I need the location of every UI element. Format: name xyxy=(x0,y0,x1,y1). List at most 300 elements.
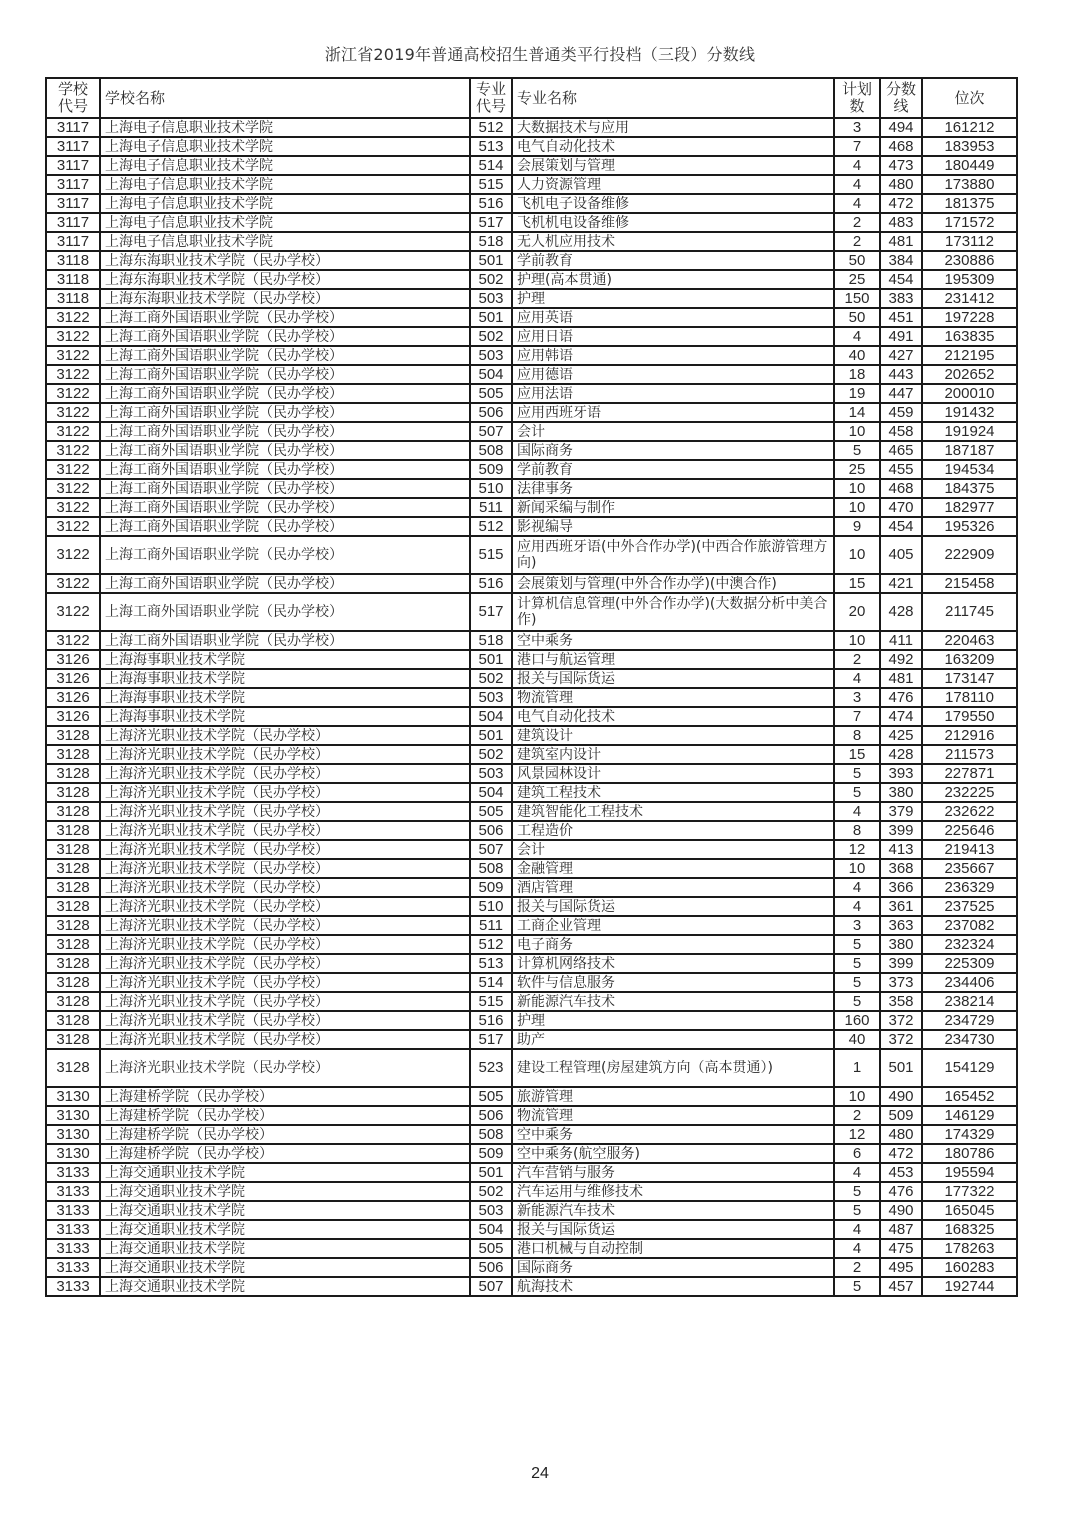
cell-plan: 4 xyxy=(834,897,880,916)
cell-major-name: 建筑设计 xyxy=(512,726,834,745)
cell-score: 475 xyxy=(880,1239,922,1258)
cell-score: 468 xyxy=(880,137,922,156)
cell-school-name: 上海东海职业技术学院（民办学校） xyxy=(100,270,470,289)
header-plan: 计划数 xyxy=(834,78,880,118)
cell-score: 465 xyxy=(880,441,922,460)
cell-major-name: 建筑智能化工程技术 xyxy=(512,802,834,821)
cell-major-name: 建设工程管理(房屋建筑方向（高本贯通）) xyxy=(512,1049,834,1087)
cell-school-code: 3128 xyxy=(46,1049,100,1087)
cell-major-name: 电气自动化技术 xyxy=(512,707,834,726)
cell-rank: 173147 xyxy=(922,669,1017,688)
cell-major-name: 计算机网络技术 xyxy=(512,954,834,973)
cell-school-code: 3130 xyxy=(46,1144,100,1163)
cell-score: 492 xyxy=(880,650,922,669)
cell-school-name: 上海工商外国语职业学院（民办学校） xyxy=(100,327,470,346)
cell-major-code: 502 xyxy=(470,669,512,688)
cell-major-code: 503 xyxy=(470,289,512,308)
table-row xyxy=(46,251,1017,270)
cell-major-code: 517 xyxy=(470,593,512,631)
cell-plan: 8 xyxy=(834,821,880,840)
score-table xyxy=(45,77,1018,1297)
cell-school-name: 上海东海职业技术学院（民办学校） xyxy=(100,251,470,270)
cell-major-code: 523 xyxy=(470,1049,512,1087)
cell-major-code: 512 xyxy=(470,517,512,536)
cell-major-code: 516 xyxy=(470,194,512,213)
table-row xyxy=(46,1201,1017,1220)
cell-school-name: 上海济光职业技术学院（民办学校） xyxy=(100,1011,470,1030)
cell-major-code: 507 xyxy=(470,840,512,859)
table-row xyxy=(46,1011,1017,1030)
cell-rank: 212195 xyxy=(922,346,1017,365)
cell-major-code: 514 xyxy=(470,156,512,175)
cell-rank: 177322 xyxy=(922,1182,1017,1201)
cell-score: 480 xyxy=(880,1125,922,1144)
table-row xyxy=(46,707,1017,726)
cell-rank: 154129 xyxy=(922,1049,1017,1087)
cell-rank: 182977 xyxy=(922,498,1017,517)
cell-plan: 4 xyxy=(834,327,880,346)
cell-school-name: 上海电子信息职业技术学院 xyxy=(100,194,470,213)
cell-school-code: 3133 xyxy=(46,1163,100,1182)
cell-rank: 200010 xyxy=(922,384,1017,403)
cell-plan: 5 xyxy=(834,764,880,783)
cell-rank: 231412 xyxy=(922,289,1017,308)
cell-score: 384 xyxy=(880,251,922,270)
cell-school-code: 3128 xyxy=(46,973,100,992)
cell-plan: 40 xyxy=(834,1030,880,1049)
cell-major-name: 工程造价 xyxy=(512,821,834,840)
cell-score: 480 xyxy=(880,175,922,194)
cell-school-code: 3133 xyxy=(46,1182,100,1201)
cell-score: 472 xyxy=(880,194,922,213)
cell-score: 494 xyxy=(880,118,922,137)
cell-school-name: 上海济光职业技术学院（民办学校） xyxy=(100,1049,470,1087)
cell-major-name: 国际商务 xyxy=(512,441,834,460)
cell-plan: 5 xyxy=(834,1201,880,1220)
cell-rank: 165045 xyxy=(922,1201,1017,1220)
cell-major-name: 空中乘务 xyxy=(512,1125,834,1144)
cell-score: 358 xyxy=(880,992,922,1011)
header-major-name: 专业名称 xyxy=(512,78,834,118)
cell-school-name: 上海工商外国语职业学院（民办学校） xyxy=(100,308,470,327)
cell-school-name: 上海济光职业技术学院（民办学校） xyxy=(100,859,470,878)
cell-school-code: 3128 xyxy=(46,840,100,859)
cell-rank: 165452 xyxy=(922,1087,1017,1106)
cell-score: 495 xyxy=(880,1258,922,1277)
cell-school-name: 上海工商外国语职业学院（民办学校） xyxy=(100,631,470,650)
cell-major-code: 504 xyxy=(470,1220,512,1239)
table-row xyxy=(46,498,1017,517)
cell-plan: 10 xyxy=(834,498,880,517)
cell-rank: 174329 xyxy=(922,1125,1017,1144)
table-row xyxy=(46,118,1017,137)
table-row xyxy=(46,270,1017,289)
cell-school-code: 3122 xyxy=(46,308,100,327)
cell-plan: 15 xyxy=(834,574,880,593)
cell-major-name: 会计 xyxy=(512,840,834,859)
cell-major-name: 护理 xyxy=(512,289,834,308)
cell-school-code: 3118 xyxy=(46,289,100,308)
cell-school-code: 3122 xyxy=(46,384,100,403)
table-row xyxy=(46,821,1017,840)
table-row xyxy=(46,517,1017,536)
table-row xyxy=(46,536,1017,574)
cell-school-code: 3128 xyxy=(46,1011,100,1030)
cell-school-code: 3130 xyxy=(46,1087,100,1106)
cell-school-name: 上海交通职业技术学院 xyxy=(100,1258,470,1277)
cell-major-code: 502 xyxy=(470,1182,512,1201)
cell-rank: 195309 xyxy=(922,270,1017,289)
cell-plan: 5 xyxy=(834,935,880,954)
cell-score: 476 xyxy=(880,688,922,707)
cell-major-name: 护理 xyxy=(512,1011,834,1030)
cell-rank: 173112 xyxy=(922,232,1017,251)
cell-score: 425 xyxy=(880,726,922,745)
cell-score: 411 xyxy=(880,631,922,650)
cell-plan: 3 xyxy=(834,688,880,707)
cell-score: 457 xyxy=(880,1277,922,1296)
cell-major-code: 517 xyxy=(470,213,512,232)
cell-school-name: 上海电子信息职业技术学院 xyxy=(100,175,470,194)
header-score: 分数线 xyxy=(880,78,922,118)
cell-plan: 4 xyxy=(834,669,880,688)
cell-school-name: 上海济光职业技术学院（民办学校） xyxy=(100,745,470,764)
cell-school-name: 上海济光职业技术学院（民办学校） xyxy=(100,783,470,802)
cell-rank: 180786 xyxy=(922,1144,1017,1163)
cell-score: 454 xyxy=(880,270,922,289)
page-number: 24 xyxy=(531,1465,549,1482)
cell-rank: 195326 xyxy=(922,517,1017,536)
cell-major-code: 503 xyxy=(470,688,512,707)
cell-school-name: 上海电子信息职业技术学院 xyxy=(100,137,470,156)
table-row xyxy=(46,1030,1017,1049)
cell-plan: 2 xyxy=(834,1106,880,1125)
cell-school-name: 上海建桥学院（民办学校） xyxy=(100,1087,470,1106)
cell-plan: 7 xyxy=(834,707,880,726)
cell-rank: 168325 xyxy=(922,1220,1017,1239)
cell-school-code: 3122 xyxy=(46,498,100,517)
cell-school-code: 3128 xyxy=(46,935,100,954)
cell-major-name: 助产 xyxy=(512,1030,834,1049)
table-row xyxy=(46,935,1017,954)
cell-major-name: 物流管理 xyxy=(512,1106,834,1125)
cell-school-name: 上海交通职业技术学院 xyxy=(100,1239,470,1258)
cell-rank: 192744 xyxy=(922,1277,1017,1296)
cell-score: 470 xyxy=(880,498,922,517)
cell-school-code: 3128 xyxy=(46,726,100,745)
cell-school-name: 上海工商外国语职业学院（民办学校） xyxy=(100,498,470,517)
cell-school-code: 3128 xyxy=(46,745,100,764)
cell-score: 413 xyxy=(880,840,922,859)
table-row xyxy=(46,175,1017,194)
cell-major-name: 法律事务 xyxy=(512,479,834,498)
cell-plan: 5 xyxy=(834,783,880,802)
cell-major-code: 507 xyxy=(470,422,512,441)
cell-major-code: 501 xyxy=(470,308,512,327)
table-row xyxy=(46,327,1017,346)
table-body xyxy=(46,118,1017,1296)
cell-plan: 5 xyxy=(834,973,880,992)
cell-school-code: 3133 xyxy=(46,1239,100,1258)
cell-major-name: 软件与信息服务 xyxy=(512,973,834,992)
cell-school-name: 上海交通职业技术学院 xyxy=(100,1201,470,1220)
cell-plan: 5 xyxy=(834,992,880,1011)
table-row xyxy=(46,479,1017,498)
table-row xyxy=(46,232,1017,251)
cell-rank: 232225 xyxy=(922,783,1017,802)
table-row xyxy=(46,650,1017,669)
cell-major-code: 505 xyxy=(470,802,512,821)
cell-school-name: 上海电子信息职业技术学院 xyxy=(100,213,470,232)
cell-school-code: 3117 xyxy=(46,194,100,213)
cell-school-name: 上海交通职业技术学院 xyxy=(100,1163,470,1182)
cell-plan: 15 xyxy=(834,745,880,764)
cell-plan: 10 xyxy=(834,536,880,574)
cell-score: 509 xyxy=(880,1106,922,1125)
cell-school-name: 上海海事职业技术学院 xyxy=(100,688,470,707)
cell-score: 380 xyxy=(880,783,922,802)
cell-major-code: 513 xyxy=(470,137,512,156)
table-row xyxy=(46,878,1017,897)
cell-score: 490 xyxy=(880,1087,922,1106)
cell-score: 481 xyxy=(880,669,922,688)
cell-plan: 25 xyxy=(834,460,880,479)
cell-major-code: 506 xyxy=(470,403,512,422)
cell-rank: 195594 xyxy=(922,1163,1017,1182)
cell-score: 443 xyxy=(880,365,922,384)
cell-school-code: 3117 xyxy=(46,232,100,251)
cell-school-code: 3128 xyxy=(46,821,100,840)
cell-school-code: 3128 xyxy=(46,916,100,935)
cell-score: 474 xyxy=(880,707,922,726)
cell-rank: 215458 xyxy=(922,574,1017,593)
cell-school-name: 上海交通职业技术学院 xyxy=(100,1277,470,1296)
cell-school-name: 上海海事职业技术学院 xyxy=(100,669,470,688)
cell-score: 427 xyxy=(880,346,922,365)
cell-school-code: 3128 xyxy=(46,897,100,916)
cell-major-name: 新闻采编与制作 xyxy=(512,498,834,517)
cell-score: 459 xyxy=(880,403,922,422)
cell-rank: 171572 xyxy=(922,213,1017,232)
table-row xyxy=(46,802,1017,821)
table-row xyxy=(46,289,1017,308)
cell-plan: 2 xyxy=(834,213,880,232)
cell-school-name: 上海济光职业技术学院（民办学校） xyxy=(100,1030,470,1049)
cell-rank: 237525 xyxy=(922,897,1017,916)
cell-school-name: 上海建桥学院（民办学校） xyxy=(100,1125,470,1144)
cell-major-code: 506 xyxy=(470,1106,512,1125)
cell-rank: 225309 xyxy=(922,954,1017,973)
cell-rank: 187187 xyxy=(922,441,1017,460)
cell-major-name: 应用法语 xyxy=(512,384,834,403)
cell-plan: 20 xyxy=(834,593,880,631)
cell-rank: 173880 xyxy=(922,175,1017,194)
table-row xyxy=(46,1163,1017,1182)
cell-major-code: 503 xyxy=(470,1201,512,1220)
cell-plan: 8 xyxy=(834,726,880,745)
cell-school-code: 3133 xyxy=(46,1277,100,1296)
cell-score: 455 xyxy=(880,460,922,479)
table-row xyxy=(46,897,1017,916)
cell-plan: 4 xyxy=(834,1163,880,1182)
table-row xyxy=(46,631,1017,650)
cell-score: 476 xyxy=(880,1182,922,1201)
cell-plan: 18 xyxy=(834,365,880,384)
cell-major-name: 汽车运用与维修技术 xyxy=(512,1182,834,1201)
cell-school-code: 3128 xyxy=(46,764,100,783)
cell-school-code: 3117 xyxy=(46,213,100,232)
header-major-code: 专业代号 xyxy=(470,78,512,118)
cell-major-code: 511 xyxy=(470,498,512,517)
cell-rank: 211573 xyxy=(922,745,1017,764)
cell-plan: 25 xyxy=(834,270,880,289)
cell-major-name: 学前教育 xyxy=(512,460,834,479)
cell-major-name: 汽车营销与服务 xyxy=(512,1163,834,1182)
cell-rank: 225646 xyxy=(922,821,1017,840)
cell-school-name: 上海工商外国语职业学院（民办学校） xyxy=(100,403,470,422)
cell-school-name: 上海工商外国语职业学院（民办学校） xyxy=(100,593,470,631)
cell-plan: 5 xyxy=(834,441,880,460)
cell-major-name: 无人机应用技术 xyxy=(512,232,834,251)
table-row xyxy=(46,859,1017,878)
cell-school-name: 上海济光职业技术学院（民办学校） xyxy=(100,840,470,859)
cell-rank: 230886 xyxy=(922,251,1017,270)
table-row xyxy=(46,1182,1017,1201)
table-row xyxy=(46,688,1017,707)
cell-rank: 211745 xyxy=(922,593,1017,631)
cell-major-name: 报关与国际货运 xyxy=(512,897,834,916)
cell-major-code: 510 xyxy=(470,479,512,498)
cell-rank: 212916 xyxy=(922,726,1017,745)
cell-school-code: 3122 xyxy=(46,422,100,441)
cell-major-code: 518 xyxy=(470,631,512,650)
cell-school-name: 上海电子信息职业技术学院 xyxy=(100,118,470,137)
cell-rank: 232622 xyxy=(922,802,1017,821)
cell-school-name: 上海济光职业技术学院（民办学校） xyxy=(100,935,470,954)
cell-major-name: 飞机电子设备维修 xyxy=(512,194,834,213)
cell-rank: 180449 xyxy=(922,156,1017,175)
cell-major-name: 电子商务 xyxy=(512,935,834,954)
cell-score: 361 xyxy=(880,897,922,916)
cell-major-code: 504 xyxy=(470,783,512,802)
cell-school-code: 3128 xyxy=(46,859,100,878)
cell-score: 379 xyxy=(880,802,922,821)
table-row xyxy=(46,973,1017,992)
cell-score: 363 xyxy=(880,916,922,935)
cell-plan: 4 xyxy=(834,194,880,213)
cell-school-name: 上海海事职业技术学院 xyxy=(100,650,470,669)
table-header-row xyxy=(46,78,1017,118)
cell-plan: 19 xyxy=(834,384,880,403)
cell-major-name: 应用韩语 xyxy=(512,346,834,365)
cell-major-code: 512 xyxy=(470,935,512,954)
cell-plan: 14 xyxy=(834,403,880,422)
cell-school-name: 上海电子信息职业技术学院 xyxy=(100,156,470,175)
cell-score: 380 xyxy=(880,935,922,954)
cell-school-code: 3133 xyxy=(46,1201,100,1220)
cell-major-code: 508 xyxy=(470,859,512,878)
cell-plan: 4 xyxy=(834,1239,880,1258)
cell-school-code: 3128 xyxy=(46,1030,100,1049)
cell-school-code: 3133 xyxy=(46,1220,100,1239)
cell-plan: 12 xyxy=(834,840,880,859)
cell-plan: 40 xyxy=(834,346,880,365)
cell-school-code: 3118 xyxy=(46,251,100,270)
cell-plan: 10 xyxy=(834,859,880,878)
cell-school-code: 3122 xyxy=(46,593,100,631)
cell-score: 373 xyxy=(880,973,922,992)
cell-school-code: 3122 xyxy=(46,327,100,346)
cell-school-code: 3117 xyxy=(46,118,100,137)
cell-school-code: 3130 xyxy=(46,1106,100,1125)
table-row xyxy=(46,954,1017,973)
cell-score: 366 xyxy=(880,878,922,897)
table-row xyxy=(46,213,1017,232)
cell-rank: 184375 xyxy=(922,479,1017,498)
cell-plan: 2 xyxy=(834,1258,880,1277)
cell-school-name: 上海工商外国语职业学院（民办学校） xyxy=(100,479,470,498)
cell-major-code: 506 xyxy=(470,1258,512,1277)
cell-score: 473 xyxy=(880,156,922,175)
cell-rank: 232324 xyxy=(922,935,1017,954)
cell-school-code: 3122 xyxy=(46,536,100,574)
cell-major-code: 501 xyxy=(470,650,512,669)
cell-school-code: 3122 xyxy=(46,574,100,593)
cell-school-code: 3126 xyxy=(46,688,100,707)
cell-plan: 9 xyxy=(834,517,880,536)
table-row xyxy=(46,137,1017,156)
cell-school-code: 3117 xyxy=(46,175,100,194)
cell-major-name: 人力资源管理 xyxy=(512,175,834,194)
cell-school-code: 3126 xyxy=(46,650,100,669)
table-row xyxy=(46,308,1017,327)
cell-school-name: 上海济光职业技术学院（民办学校） xyxy=(100,821,470,840)
cell-school-name: 上海工商外国语职业学院（民办学校） xyxy=(100,574,470,593)
cell-score: 453 xyxy=(880,1163,922,1182)
cell-school-name: 上海济光职业技术学院（民办学校） xyxy=(100,802,470,821)
cell-major-name: 应用英语 xyxy=(512,308,834,327)
cell-major-name: 计算机信息管理(中外合作办学)(大数据分析中美合作) xyxy=(512,593,834,631)
cell-school-code: 3122 xyxy=(46,346,100,365)
cell-major-code: 504 xyxy=(470,707,512,726)
cell-major-code: 502 xyxy=(470,745,512,764)
cell-school-name: 上海济光职业技术学院（民办学校） xyxy=(100,878,470,897)
cell-rank: 191924 xyxy=(922,422,1017,441)
cell-major-code: 515 xyxy=(470,175,512,194)
cell-score: 393 xyxy=(880,764,922,783)
cell-score: 372 xyxy=(880,1030,922,1049)
cell-major-code: 503 xyxy=(470,764,512,783)
cell-major-code: 509 xyxy=(470,878,512,897)
cell-school-code: 3128 xyxy=(46,783,100,802)
table-row xyxy=(46,1087,1017,1106)
cell-rank: 222909 xyxy=(922,536,1017,574)
cell-major-name: 旅游管理 xyxy=(512,1087,834,1106)
cell-major-code: 516 xyxy=(470,1011,512,1030)
cell-plan: 10 xyxy=(834,479,880,498)
cell-plan: 50 xyxy=(834,251,880,270)
cell-major-name: 报关与国际货运 xyxy=(512,1220,834,1239)
cell-score: 472 xyxy=(880,1144,922,1163)
cell-school-name: 上海工商外国语职业学院（民办学校） xyxy=(100,441,470,460)
table-row xyxy=(46,1220,1017,1239)
cell-major-name: 港口与航运管理 xyxy=(512,650,834,669)
cell-plan: 4 xyxy=(834,802,880,821)
cell-major-code: 514 xyxy=(470,973,512,992)
cell-score: 405 xyxy=(880,536,922,574)
cell-rank: 227871 xyxy=(922,764,1017,783)
cell-score: 483 xyxy=(880,213,922,232)
